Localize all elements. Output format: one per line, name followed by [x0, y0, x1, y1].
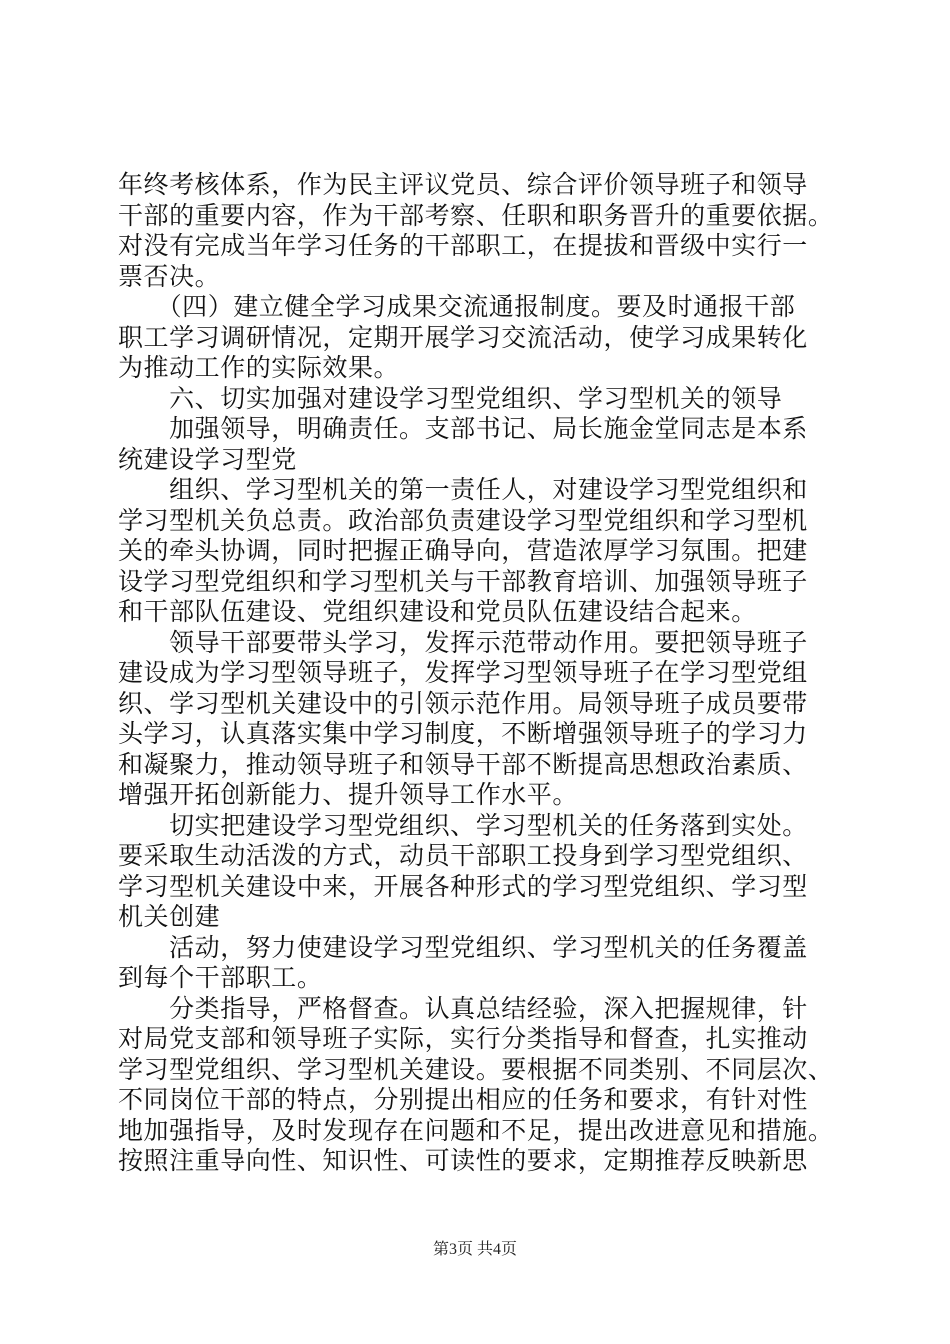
text-line: 和干部队伍建设、党组织建设和党员队伍建设结合起来。: [118, 597, 757, 626]
text-line: 学习型机关建设中来，开展各种形式的学习型党组织、学习型: [118, 871, 808, 901]
text-line: 活动，努力使建设学习型党组织、学习型机关的任务覆盖: [118, 932, 808, 962]
text-line: 建设成为学习型领导班子，发挥学习型领导班子在学习型党组: [118, 658, 808, 687]
text-line: 学习型党组织、学习型机关建设。要根据不同类别、不同层次、: [118, 1054, 834, 1084]
document-body: [118, 170, 838, 1177]
text-line: 地加强指导，及时发现存在问题和不足，提出改进意见和措施。: [118, 1115, 834, 1145]
text-line: 票否决。: [118, 261, 221, 291]
text-line: 机关创建: [118, 902, 221, 931]
text-line: 头学习，认真落实集中学习制度，不断增强领导班子的学习力: [118, 719, 808, 748]
section-heading: 六、切实加强对建设学习型党组织、学习型机关的领导: [118, 383, 783, 413]
text-line: 按照注重导向性、知识性、可读性的要求，定期推荐反映新思: [118, 1146, 808, 1175]
text-line: 年终考核体系，作为民主评议党员、综合评价领导班子和领导: [118, 170, 808, 199]
text-line: 对局党支部和领导班子实际，实行分类指导和督查，扎实推动: [118, 1024, 808, 1053]
text-line: 到每个干部职工。: [118, 963, 323, 992]
text-line: 对没有完成当年学习任务的干部职工，在提拔和晋级中实行一: [118, 231, 808, 260]
text-line: 为推动工作的实际效果。: [118, 353, 400, 382]
text-line: 领导干部要带头学习，发挥示范带动作用。要把领导班子: [118, 627, 808, 657]
text-line: 分类指导，严格督查。认真总结经验，深入把握规律，针: [118, 993, 808, 1023]
text-line: 要采取生动活泼的方式，动员干部职工投身到学习型党组织、: [118, 841, 808, 870]
text-line: （四）建立健全学习成果交流通报制度。要及时通报干部: [118, 292, 796, 321]
page-number-footer: 第3页 共4页: [432, 1241, 517, 1258]
text-line: 不同岗位干部的特点，分别提出相应的任务和要求，有针对性: [118, 1085, 808, 1114]
text-line: 干部的重要内容，作为干部考察、任职和职务晋升的重要依据。: [118, 200, 834, 230]
text-line: 设学习型党组织和学习型机关与干部教育培训、加强领导班子: [118, 566, 808, 596]
text-line: 织、学习型机关建设中的引领示范作用。局领导班子成员要带: [118, 688, 808, 718]
text-line: 和凝聚力，推动领导班子和领导干部不断提高思想政治素质、: [118, 749, 808, 779]
text-line: 增强开拓创新能力、提升领导工作水平。: [118, 780, 578, 809]
text-line: 加强领导，明确责任。支部书记、局长施金堂同志是本系: [118, 414, 808, 443]
text-line: 职工学习调研情况，定期开展学习交流活动，使学习成果转化: [118, 322, 808, 352]
text-line: 统建设学习型党: [118, 444, 297, 474]
text-line: 学习型机关负总责。政治部负责建设学习型党组织和学习型机: [118, 505, 808, 535]
text-line: 关的牵头协调，同时把握正确导向，营造浓厚学习氛围。把建: [118, 536, 808, 565]
text-line: 组织、学习型机关的第一责任人，对建设学习型党组织和: [118, 475, 808, 504]
text-line: 切实把建设学习型党组织、学习型机关的任务落到实处。: [118, 810, 808, 840]
